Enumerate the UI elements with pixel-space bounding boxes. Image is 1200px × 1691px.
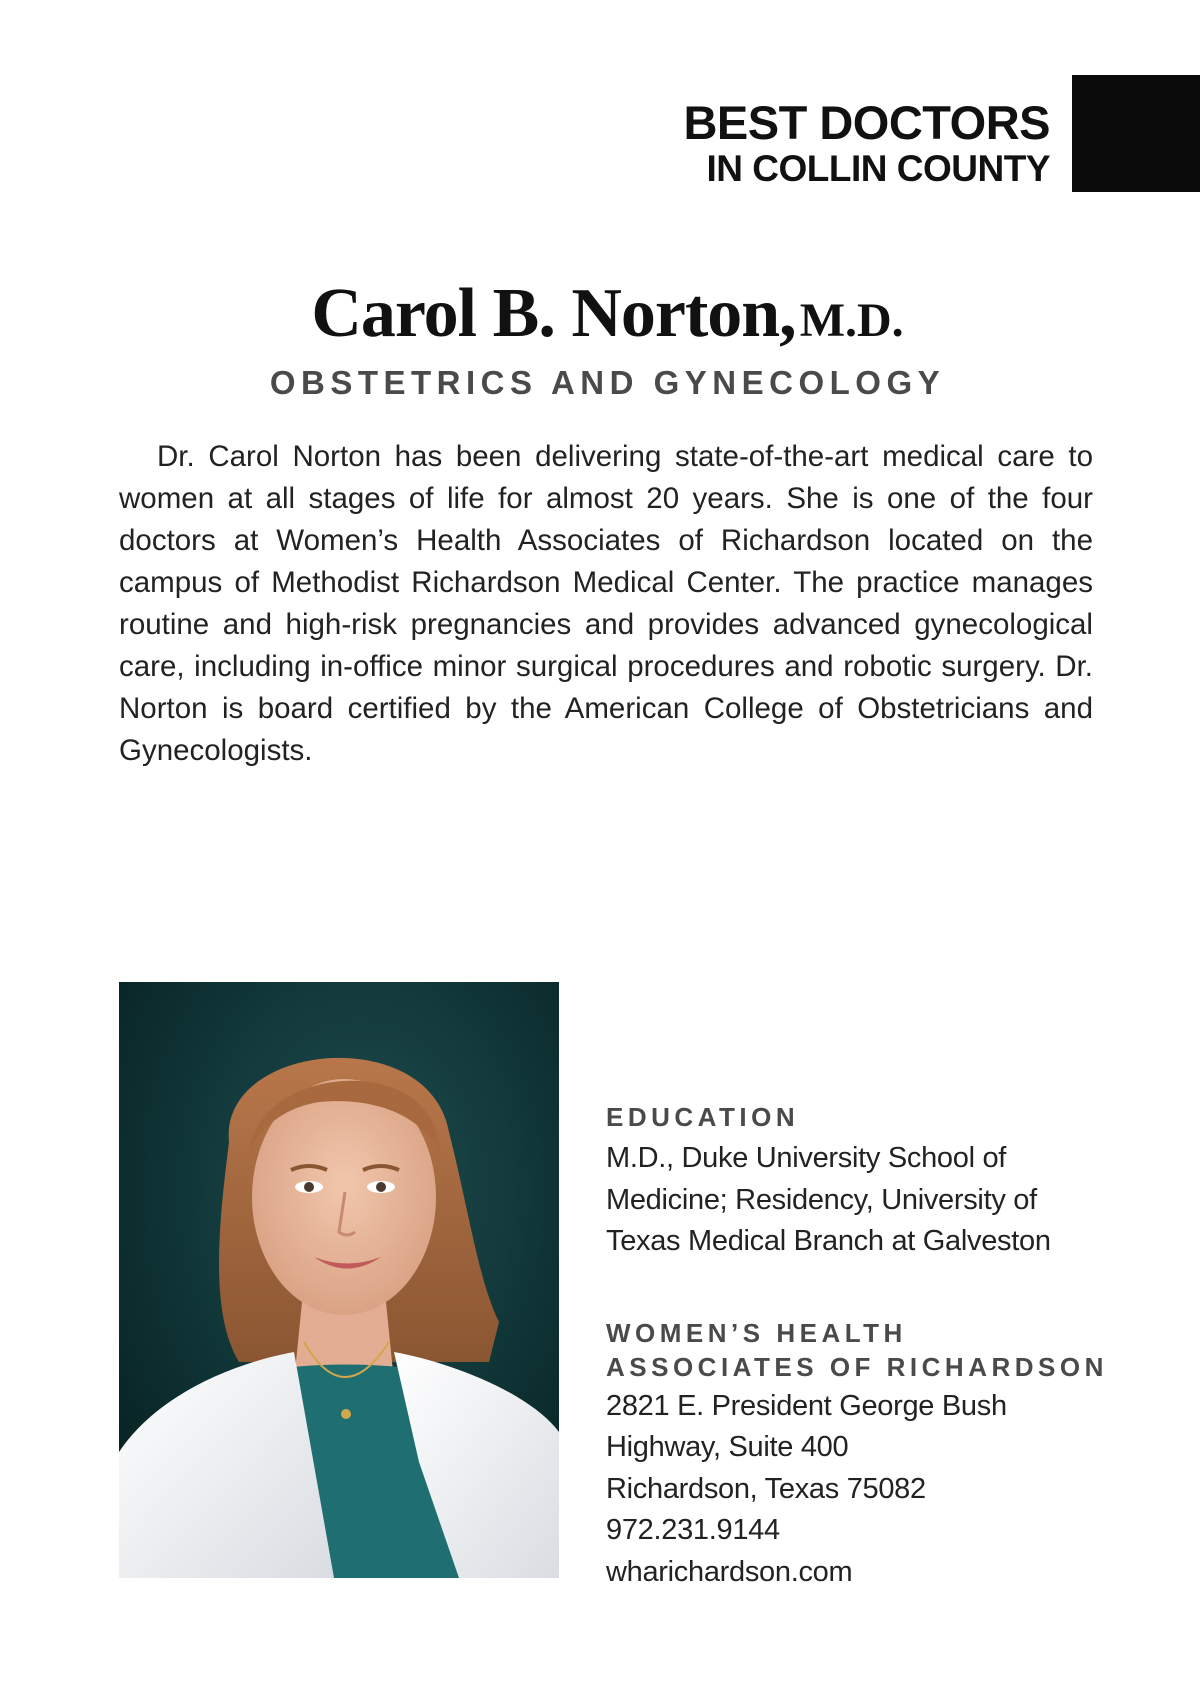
doctor-name-main: Carol B. Norton, [311,275,796,352]
education-text [606,1138,1126,1263]
address-city: Richardson, Texas 75082 [606,1472,926,1505]
practice-heading-line-2: ASSOCIATES OF RICHARDSON [606,1351,1108,1382]
header-line-2: IN COLLIN COUNTY [706,148,1050,189]
practice-phone: 972.231.9144 [606,1514,780,1546]
doctor-portrait [119,982,559,1578]
doctor-name-suffix: M.D. [799,294,904,347]
header-line-1: BEST DOCTORS [683,96,1050,149]
header-black-block [1072,75,1200,192]
address-line-1: 2821 E. President George Bush [606,1389,1007,1422]
publication-header [683,98,1050,190]
practice-heading-line-1: WOMEN’S HEALTH [606,1317,907,1348]
address-line-2: Highway, Suite 400 [606,1431,849,1463]
practice-address [606,1386,1126,1594]
education-line: Medicine; Residency, University of [606,1183,1037,1216]
education-line: M.D., Duke University School of [606,1142,1007,1174]
specialty-title: OBSTETRICS AND GYNECOLOGY [269,364,946,401]
info-column [606,1100,1126,1593]
practice-website[interactable]: wharichardson.com [606,1555,853,1588]
doctor-name [0,274,1200,354]
education-line: Texas Medical Branch at Galveston [606,1225,1051,1257]
practice-heading [606,1316,1126,1384]
portrait-illustration [119,982,559,1578]
doctor-bio: Dr. Carol Norton has been delivering state-of-the-art medical care to women at all stages of life for almost 20 years. She is one of the four doctors at Women’s Health Associates of Richardson located on the campus of Methodist Richardson Medical Center. The practice manages routine and high-risk pregnancies and provides advanced gynecological care, including in-office minor surgical procedures and robotic surgery. Dr. Norton is board certified by the American College of Obstetricians and Gynecologists. [119,440,1093,767]
education-heading: EDUCATION [606,1102,800,1132]
